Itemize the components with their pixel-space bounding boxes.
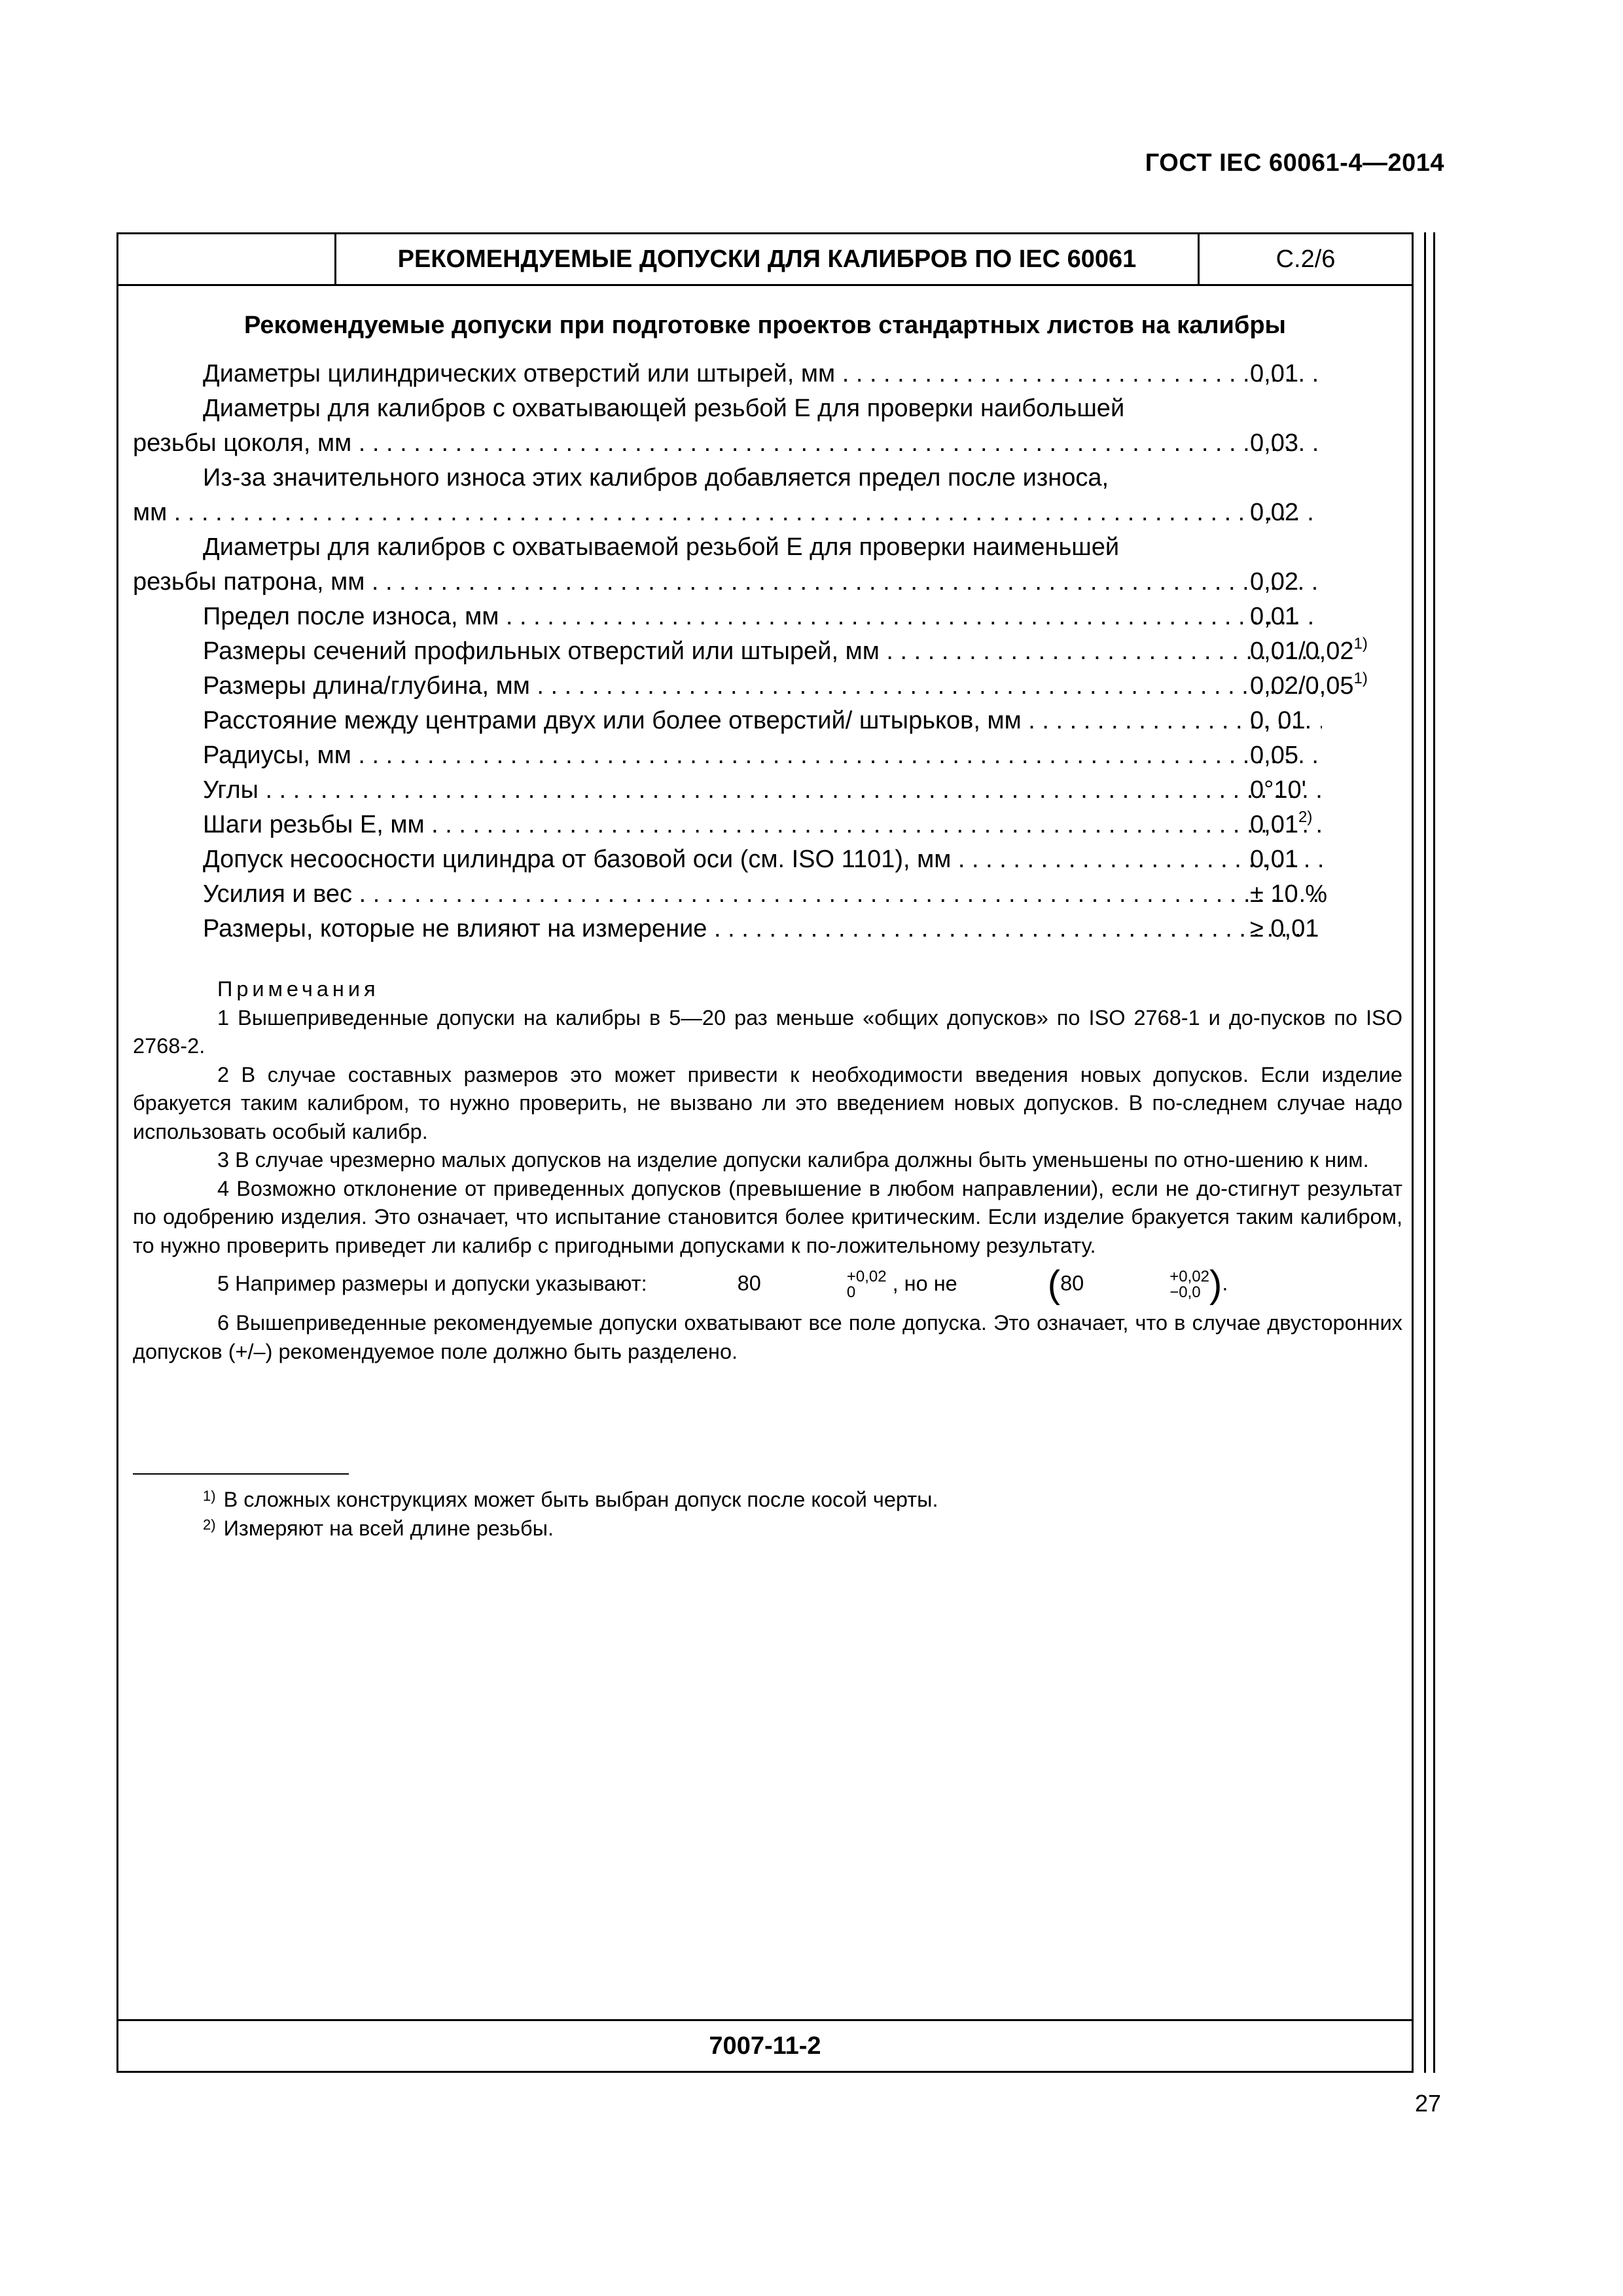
sheet-number: С.2/6 <box>1275 245 1336 273</box>
tolerance-value: 0,03 <box>1250 429 1298 457</box>
tolerance-label: Шаги резьбы Е, мм . . . <box>203 808 1322 842</box>
tolerance-label: Усилия и вес . . . <box>203 877 1322 912</box>
note-1: 1 Вышеприведенные допуски на калибры в 5—20 раз меньше «общих допусков» по ISO 2768-1 и до-пусков по ISO 2768-2. <box>133 1005 1402 1058</box>
tolerance-row <box>118 565 1412 600</box>
tolerance-value: 0,02 <box>1250 499 1298 526</box>
tolerance-row <box>118 357 1412 391</box>
tolerance-value: 0,01/0,02$^{1)}$ <box>1250 635 1368 665</box>
tolerance-row <box>118 877 1412 912</box>
tolerance-row <box>118 842 1412 877</box>
tolerance-row <box>118 738 1412 773</box>
tolerance-row <box>118 634 1412 669</box>
tolerance-row <box>118 912 1412 946</box>
document-code: ГОСТ IEC 60061-4—2014 <box>1145 149 1444 177</box>
tolerance-value: 0,01$^{2)}$ <box>1250 808 1313 838</box>
tolerance-row <box>118 669 1412 704</box>
note-6: 6 Вышеприведенные рекомендуемые допуски охватывают все поле допуска. Это означает, что в случае двусторонних допусков (+/–) рекомендуемое поле должно быть разделено. <box>133 1311 1402 1363</box>
tolerance-label: Размеры сечений профильных отверстий или штырей, мм . . . <box>203 634 1322 669</box>
tolerance-value: ± 10 % <box>1250 880 1328 908</box>
notes-block <box>133 975 1402 1366</box>
tolerance-row <box>118 600 1412 634</box>
note-2: 2 В случае составных размеров это может привести к необходимости введения новых допусков. Если изделие бракуется таким калибром, то нужно проверить, не вызвано ли это введением новых допусков. В по-следнем случае надо использовать особый калибр. <box>133 1062 1402 1143</box>
footnote-separator <box>133 1473 349 1475</box>
notes-heading: Примечания <box>217 977 380 1001</box>
sheet-title: РЕКОМЕНДУЕМЫЕ ДОПУСКИ ДЛЯ КАЛИБРОВ ПО IEC 60061 <box>397 245 1137 273</box>
note-3: 3 В случае чрезмерно малых допусков на изделие допуски калибра должны быть уменьшены по отно-шению к ним. <box>217 1148 1369 1172</box>
frame-double-line <box>1424 232 1426 2073</box>
tolerance-label: Диаметры для калибров с охватываемой резьбой Е для проверки наименьшей <box>203 533 1120 561</box>
page-number: 27 <box>1414 2090 1441 2117</box>
tolerance-label: Радиусы, мм . . . <box>203 738 1322 773</box>
tolerance-row <box>118 808 1412 842</box>
tolerance-label: резьбы цоколя, мм . . . <box>133 426 1322 461</box>
footnote-1: $^{1)}$ В сложных конструкциях может быть выбран допуск после косой черты. <box>203 1488 938 1511</box>
note-5-text: 5 Например размеры и допуски указывают: <box>217 1272 647 1295</box>
tolerance-label: Из-за значительного износа этих калибров добавляется предел после износа, <box>203 464 1109 492</box>
tolerance-label: резьбы патрона, мм . . . <box>133 565 1322 600</box>
footnote-2: $^{2)}$ Измеряют на всей длине резьбы. <box>203 1516 554 1540</box>
tolerance-row <box>118 704 1412 738</box>
tolerance-value: 0,05 <box>1250 742 1298 769</box>
tolerance-label: Размеры длина/глубина, мм . . . <box>203 669 1322 704</box>
section-title: Рекомендуемые допуски при подготовке проектов стандартных листов на калибры <box>243 312 1287 339</box>
tolerance-label: Предел после износа, мм . . . <box>203 600 1322 634</box>
tolerance-value: 0,01 <box>1250 603 1298 630</box>
tolerance-label: Диаметры для калибров с охватывающей резьбой Е для проверки наибольшей <box>203 395 1125 422</box>
tolerance-row <box>118 461 1412 495</box>
tolerance-label: Допуск несоосности цилиндра от базовой оси (см. ISO 1101), мм . . . <box>203 842 1322 877</box>
tolerance-formula-not-allowed: (80 +0,02 −0,0 ). <box>1047 1263 1228 1306</box>
tolerance-value: ≥ 0,01 <box>1250 915 1319 942</box>
footnotes <box>203 1486 938 1543</box>
tolerance-row <box>118 495 1412 530</box>
tolerance-label: Расстояние между центрами двух или более отверстий/ штырьков, мм . . . <box>203 704 1322 738</box>
tolerance-value: 0°10' <box>1250 776 1306 804</box>
tolerance-value: 0,01 <box>1250 360 1298 387</box>
frame-double-line <box>1433 232 1435 2073</box>
sheet-footer-code: 7007-11-2 <box>118 2019 1412 2071</box>
tolerance-value: 0, 01 <box>1250 707 1306 734</box>
tolerance-row <box>118 773 1412 808</box>
note-5: 5 Например размеры и допуски указывают: 80 +0,02 0 , но не (80 +0,02 −0,0 ). <box>217 1263 1228 1306</box>
sheet-header <box>118 234 1412 286</box>
tolerance-label: Углы . . . <box>203 773 1322 808</box>
tolerance-row <box>118 530 1412 565</box>
tolerance-value: 0,01 <box>1250 846 1298 873</box>
tolerance-row <box>118 426 1412 461</box>
tolerance-formula-allowed: 80 +0,02 0 <box>737 1268 887 1302</box>
tolerance-label: Диаметры цилиндрических отверстий или штырей, мм . . . <box>203 357 1322 391</box>
tolerance-value: 0,02/0,05$^{1)}$ <box>1250 670 1368 700</box>
tolerance-value: 0,02 <box>1250 568 1298 596</box>
tolerance-list <box>118 357 1412 946</box>
tolerance-label: Размеры, которые не влияют на измерение . . . <box>203 912 1322 946</box>
tolerance-label: мм . . . <box>133 495 1322 530</box>
note-4: 4 Возможно отклонение от приведенных допусков (превышение в любом направлении), если не до-стигнут результат по одобрению изделия. Это означает, что испытание становится более критическим. Если изделие бракуется таким калибром, то нужно проверить приведет ли калибр с пригодными допусками к по-ложительному результату. <box>133 1176 1402 1257</box>
standard-sheet-frame <box>116 232 1414 2073</box>
tolerance-row <box>118 391 1412 426</box>
